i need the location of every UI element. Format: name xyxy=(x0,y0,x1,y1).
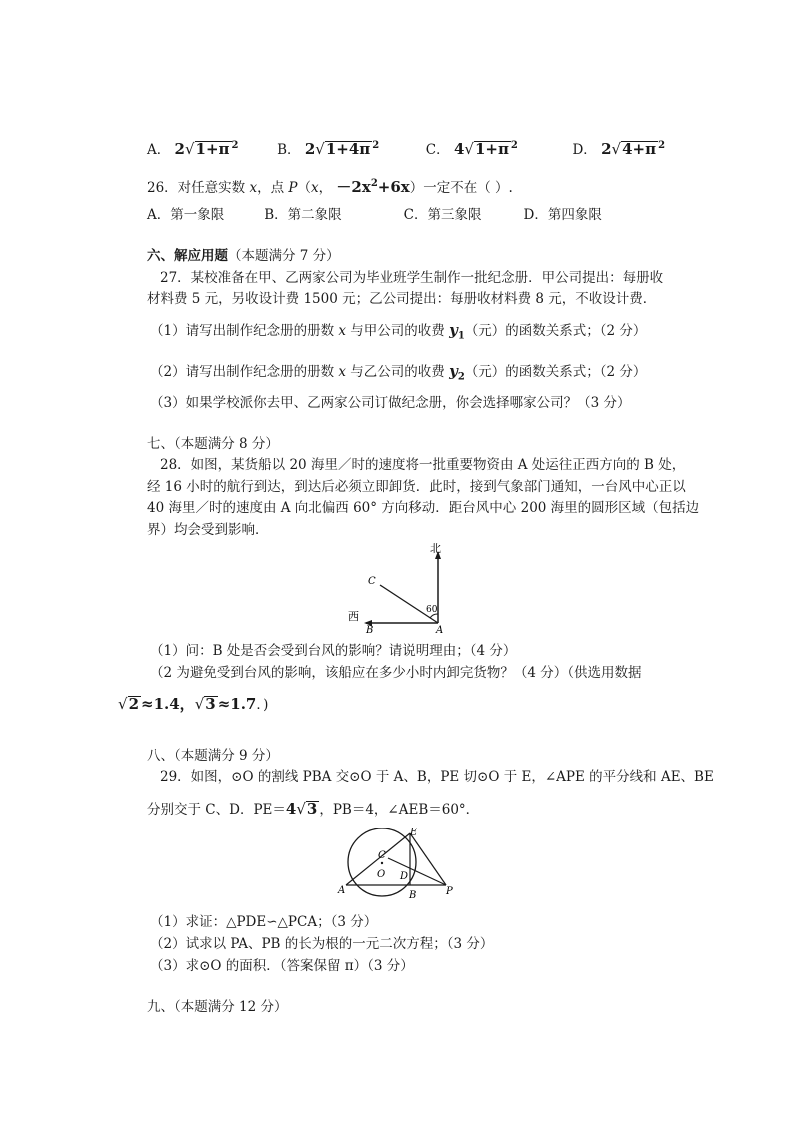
q26-option-a: A．第一象限 xyxy=(147,207,225,223)
q28-line2: 经 16 小时的航行到达，到达后必须立即卸货．此时，接到气象部门通知，一台风中心正以 xyxy=(147,479,686,495)
option-b-value: 2√1+4π $^2$ xyxy=(304,140,380,158)
q28-data: √2 ≈1.4，√3 ≈1.7．) xyxy=(118,695,269,713)
point-c-label: C xyxy=(368,576,376,587)
option-a-value: 2√1+π $^2$ xyxy=(174,140,239,158)
point-o-label: O xyxy=(377,869,386,880)
q29-line2: 分别交于 C、D．PE＝4√3 ，PB＝4，∠AEB＝60°． xyxy=(147,800,480,818)
section9-heading: 九、（本题满分 12 分） xyxy=(147,999,288,1015)
north-label: 北 xyxy=(430,543,441,555)
angle-label: 60 xyxy=(426,605,438,615)
option-c-value: 4√1+π $^2$ xyxy=(453,140,518,158)
section6-heading: 六、解应用题（本题满分 7 分） xyxy=(147,248,340,264)
q29-part3: （3）求⊙O 的面积．（答案保留 π）（3 分） xyxy=(150,958,414,974)
q28-part1: （1）问：B 处是否会受到台风的影响？请说明理由；（4 分） xyxy=(150,643,517,659)
q26-option-c: C．第三象限 xyxy=(403,207,482,223)
q29-part1: （1）求证：△PDE∽△PCA；（3 分） xyxy=(150,914,378,930)
point-a-label: A xyxy=(436,625,444,633)
q27-part3: （3）如果学校派你去甲、乙两家公司订做纪念册，你会选择哪家公司？（3 分） xyxy=(150,395,631,411)
option-d-label: D． xyxy=(572,142,597,158)
point-c2-label: C xyxy=(378,850,386,861)
point-b-label: B xyxy=(366,625,374,633)
point-p-label: P xyxy=(446,886,453,897)
q27-line1: 27．某校准备在甲、乙两家公司为毕业班学生制作一批纪念册．甲公司提出：每册收 xyxy=(160,270,664,286)
point-a2-label: A xyxy=(338,885,346,896)
section8-heading: 八、（本题满分 9 分） xyxy=(147,748,279,764)
point-b2-label: B xyxy=(409,890,417,901)
q25-options xyxy=(147,137,665,159)
option-d-value: 2√4+π $^2$ xyxy=(601,140,666,158)
option-c-label: C． xyxy=(425,142,450,158)
q29-part2: （2）试求以 PA、PB 的长为根的一元二次方程；（3 分） xyxy=(150,936,494,952)
q29-line1: 29．如图，⊙O 的割线 PBA 交⊙O 于 A、B，PE 切⊙O 于 E，∠APE 的平分线和 AE、BE xyxy=(160,769,714,785)
q27-line2: 材料费 5 元，另收设计费 1500 元；乙公司提出：每册收材料费 8 元，不收设计费． xyxy=(147,291,657,307)
q28-line4: 界）均会受到影响． xyxy=(147,522,269,538)
typhoon-diagram xyxy=(330,543,460,633)
q28-line1: 28．如图，某货船以 20 海里／时的速度将一批重要物资由 A 处运往正西方向的 B 处， xyxy=(160,457,686,473)
q27-part1: （1）请写出制作纪念册的册数 x 与甲公司的收费 $y_1$（元）的函数关系式；（2 分） xyxy=(150,321,647,342)
point-d-label: D xyxy=(400,871,409,882)
q28-part2: （2 为避免受到台风的影响，该船应在多少小时内卸完货物？（4 分）（供选用数据 xyxy=(150,665,642,681)
q28-line3: 40 海里／时的速度由 A 向北偏西 60° 方向移动．距台风中心 200 海里的圆形区域（包括边 xyxy=(147,500,700,516)
section7-heading: 七、（本题满分 8 分） xyxy=(147,436,279,452)
option-a-label: A． xyxy=(147,142,171,158)
q26-stem: 26．对任意实数 x，点 P（x， $-2x^2+6x$）一定不在（ ）. xyxy=(147,178,513,196)
q26-option-d: D．第四象限 xyxy=(523,207,602,223)
q27-part2: （2）请写出制作纪念册的册数 x 与乙公司的收费 $y_2$（元）的函数关系式；（2 分） xyxy=(150,362,647,383)
circle-diagram xyxy=(332,828,462,903)
q26-options xyxy=(147,206,602,224)
q26-option-b: B．第二象限 xyxy=(264,207,342,223)
option-b-label: B． xyxy=(277,142,301,158)
point-e-label: E xyxy=(410,828,418,838)
west-label: 西 xyxy=(348,610,359,623)
